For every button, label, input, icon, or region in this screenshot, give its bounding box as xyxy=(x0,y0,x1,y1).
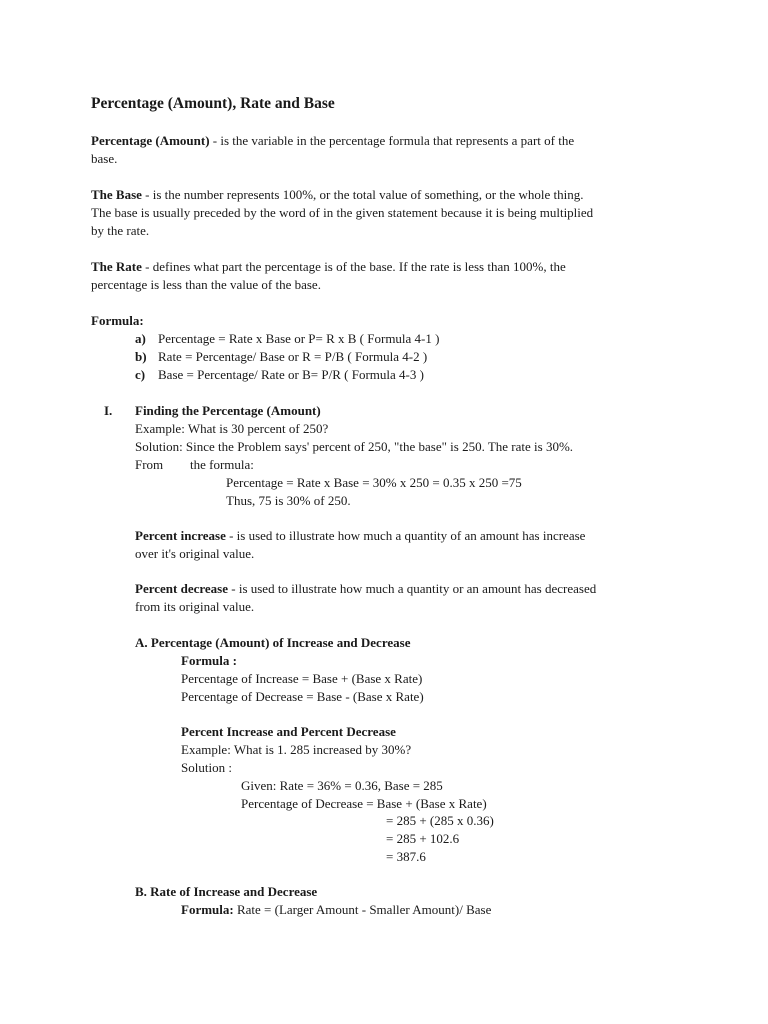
document-title: Percentage (Amount), Rate and Base xyxy=(91,95,335,112)
percentage-definition-line2: base. xyxy=(91,151,118,166)
rate-term: The Rate xyxy=(91,259,142,274)
base-definition-text: - is the number represents 100%, or the total value of something, or the whole thing. xyxy=(141,187,584,202)
subsection-a-heading: A. Percentage (Amount) of Increase and Decrease xyxy=(135,635,411,650)
percent-increase-text: - is used to illustrate how much a quantity of an amount has increase xyxy=(225,528,586,543)
percentage-definition-text: - is the variable in the percentage formula that represents a part of the xyxy=(209,133,575,148)
result-statement: Thus, 75 is 30% of 250. xyxy=(226,493,351,508)
percent-decrease-definition xyxy=(135,580,596,598)
solution-text: Solution: Since the Problem says' percent of 250, "the base" is 250. The rate is 30%. xyxy=(135,439,574,454)
subsection-b-formula-text: Rate = (Larger Amount - Smaller Amount)/ Base xyxy=(233,902,492,917)
rate-definition xyxy=(91,258,566,276)
from-word: From xyxy=(135,457,164,472)
calculation-line1: Percentage of Decrease = Base + (Base x Rate) xyxy=(241,796,487,811)
section-heading: Finding the Percentage (Amount) xyxy=(135,403,321,418)
percent-increase-definition xyxy=(135,527,585,545)
section-numeral: I. xyxy=(104,403,113,418)
formula-c-marker: c) xyxy=(135,367,146,382)
calculation-line4: = 387.6 xyxy=(386,849,426,864)
subsection-a-formula-label: Formula : xyxy=(181,653,237,668)
subsection-a-example: Example: What is 1. 285 increased by 30%? xyxy=(181,742,412,757)
calculation-line3: = 285 + 102.6 xyxy=(386,831,460,846)
percent-increase-line2: over it's original value. xyxy=(135,546,255,561)
subsection-b-formula xyxy=(181,901,491,919)
given-values: Given: Rate = 36% = 0.36, Base = 285 xyxy=(241,778,443,793)
from-rest: the formula: xyxy=(190,457,254,472)
percentage-term: Percentage (Amount) xyxy=(91,133,210,148)
rate-definition-text: - defines what part the percentage is of the base. If the rate is less than 100%, the xyxy=(141,259,566,274)
percent-increase-term: Percent increase xyxy=(135,528,226,543)
percent-decrease-term: Percent decrease xyxy=(135,581,228,596)
subsection-b-formula-label: Formula: xyxy=(181,902,234,917)
example-text: Example: What is 30 percent of 250? xyxy=(135,421,329,436)
percentage-definition xyxy=(91,132,574,150)
decrease-formula: Percentage of Decrease = Base - (Base x Rate) xyxy=(181,689,424,704)
subsection-b-heading: B. Rate of Increase and Decrease xyxy=(135,884,318,899)
formula-a-marker: a) xyxy=(135,331,146,346)
increase-formula: Percentage of Increase = Base + (Base x Rate) xyxy=(181,671,423,686)
formula-b-text: Rate = Percentage/ Base or R = P/B ( Formula 4-2 ) xyxy=(158,349,428,364)
base-definition-line2: The base is usually preceded by the word of in the given statement because it is being multiplied xyxy=(91,205,594,220)
formula-a-text: Percentage = Rate x Base or P= R x B ( Formula 4-1 ) xyxy=(158,331,440,346)
formula-b-marker: b) xyxy=(135,349,147,364)
formula-c-text: Base = Percentage/ Rate or B= P/R ( Formula 4-3 ) xyxy=(158,367,424,382)
increase-decrease-heading: Percent Increase and Percent Decrease xyxy=(181,724,396,739)
percentage-calculation: Percentage = Rate x Base = 30% x 250 = 0.35 x 250 =75 xyxy=(226,475,522,490)
subsection-a-solution: Solution : xyxy=(181,760,232,775)
base-definition xyxy=(91,186,583,204)
base-definition-line3: by the rate. xyxy=(91,223,150,238)
percent-decrease-text: - is used to illustrate how much a quantity or an amount has decreased xyxy=(228,581,597,596)
calculation-line2: = 285 + (285 x 0.36) xyxy=(386,813,494,828)
rate-definition-line2: percentage is less than the value of the base. xyxy=(91,277,321,292)
base-term: The Base xyxy=(91,187,142,202)
percent-decrease-line2: from its original value. xyxy=(135,599,255,614)
formula-heading: Formula: xyxy=(91,313,144,328)
